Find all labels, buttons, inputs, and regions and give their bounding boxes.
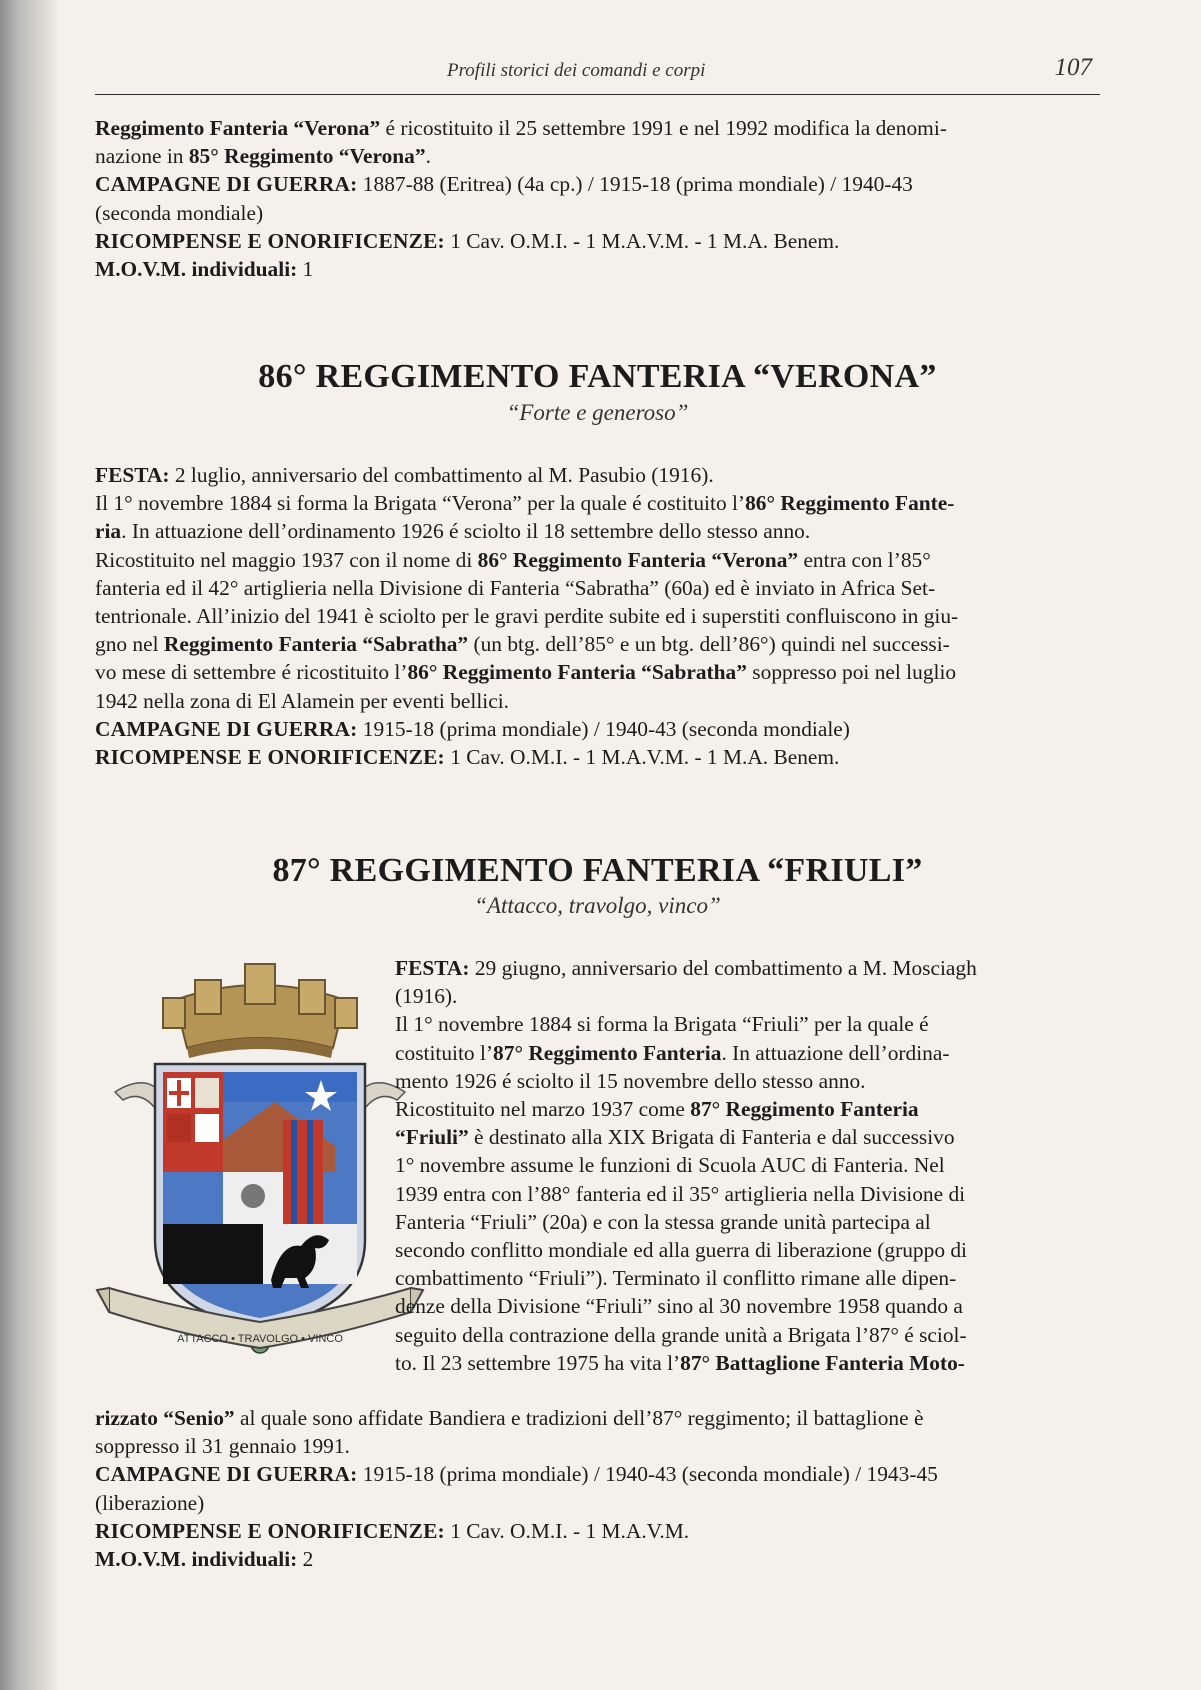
bold-run: rizzato “Senio” (95, 1406, 235, 1430)
text-run: 2 luglio, anniversario del combattimento al M. Pasubio (1916). (169, 463, 714, 487)
body-line (95, 546, 1095, 574)
label-campagne: CAMPAGNE DI GUERRA: (95, 172, 358, 197)
label-ricompense: RICOMPENSE E ONORIFICENZE: (95, 1518, 445, 1543)
text-run: 2 (297, 1547, 314, 1572)
bold-run: Reggimento Fanteria “Verona” (95, 116, 381, 140)
bold-run: 87° Battaglione Fanteria Moto- (680, 1350, 965, 1375)
label-ricompense: RICOMPENSE E ONORIFICENZE: (95, 228, 445, 253)
intro-line (95, 142, 1095, 170)
text-run: 1915-18 (prima mondiale) / 1940-43 (seconda mondiale) (357, 716, 850, 741)
text-run: 1887-88 (Eritrea) (4a cp.) / 1915-18 (prima mondiale) / 1940-43 (357, 172, 913, 197)
text-run: Ricostituito nel maggio 1937 con il nome di (95, 547, 478, 572)
body-line (395, 1095, 1099, 1123)
intro-campagne (95, 170, 1095, 198)
text-run: 1 Cav. O.M.I. - 1 M.A.V.M. - 1 M.A. Benem. (444, 228, 840, 253)
running-head-title: Profili storici dei comandi e corpi (447, 60, 706, 81)
body-line (95, 630, 1095, 658)
bold-run: 85° Reggimento “Verona” (188, 144, 426, 169)
section-87-title: 87° REGGIMENTO FANTERIA “FRIULI” (272, 852, 923, 889)
body-line (395, 1039, 1099, 1067)
body-line: (1916). (395, 984, 458, 1009)
section-86-motto: “Forte e generoso” (506, 400, 689, 425)
text-run: 1 (297, 257, 314, 282)
ricompense-line (95, 743, 1095, 771)
body-line: secondo conflitto mondiale ed alla guerra di liberazione (gruppo di (395, 1238, 968, 1263)
body-line (395, 1349, 1099, 1377)
label-ricompense: RICOMPENSE E ONORIFICENZE: (95, 745, 445, 770)
body-line: seguito della contrazione della grande unità a Brigata l’87° é sciol- (395, 1322, 967, 1347)
page-number: 107 (1054, 54, 1092, 81)
label-campagne: CAMPAGNE DI GUERRA: (95, 716, 358, 741)
crest-motto: ATTACCO • TRAVOLGO • VINCO (177, 1333, 343, 1345)
intro-line (95, 114, 1095, 142)
text-run: 29 giugno, anniversario del combattimento a M. Mosciagh (469, 956, 977, 980)
body-line: combattimento “Friuli”). Terminato il conflitto rimane alle dipen- (395, 1266, 957, 1291)
intro-block (95, 114, 1095, 283)
shield-icon (155, 1064, 365, 1328)
text-run: é ricostituito il 25 settembre 1991 e nel 1992 modifica la denomi- (380, 116, 947, 140)
text-run: vo mese di settembre é ricostituito l’ (95, 660, 408, 685)
text-run: . In attuazione dell’ordinamento 1926 é sciolto il 18 settembre dello stesso anno. (121, 519, 811, 544)
body-line (95, 1404, 1095, 1432)
text-run: gno nel (95, 632, 164, 657)
festa-line (95, 461, 1095, 489)
label-campagne: CAMPAGNE DI GUERRA: (95, 1462, 358, 1487)
body-line: fanteria ed il 42° artiglieria nella Divisione di Fanteria “Sabratha” (60a) ed è inviato in Africa Set- (95, 575, 936, 600)
intro-movm (95, 255, 1095, 283)
coat-of-arms-image (95, 950, 425, 1370)
festa-line (395, 954, 1099, 982)
body-line: 1942 nella zona di El Alamein per eventi bellici. (95, 688, 510, 713)
body-line: mento 1926 é sciolto il 15 novembre dello stesso anno. (395, 1068, 866, 1093)
bold-run: 86° Reggimento Fanteria “Verona” (477, 547, 799, 572)
text-run: Ricostituito nel marzo 1937 come (395, 1097, 691, 1122)
text-run: 1 Cav. O.M.I. - 1 M.A.V.M. (444, 1518, 690, 1543)
book-spine-shadow (0, 0, 60, 1690)
text-run: soppresso poi nel luglio (746, 660, 957, 685)
text-run: al quale sono affidate Bandiera e tradizioni dell’87° reggimento; il battaglione è (234, 1406, 924, 1430)
text-run: to. Il 23 settembre 1975 ha vita l’ (395, 1350, 681, 1375)
running-head (95, 54, 1100, 95)
label-movm: M.O.V.M. individuali: (95, 1547, 298, 1572)
body-line: Fanteria “Friuli” (20a) e con la stessa grande unità partecipa al (395, 1209, 931, 1234)
body-line: 1° novembre assume le funzioni di Scuola AUC di Fanteria. Nel (395, 1153, 945, 1178)
body-line: 1939 entra con l’88° fanteria ed il 35° artiglieria nella Divisione di (395, 1181, 966, 1206)
text-run: costituito l’ (395, 1040, 494, 1065)
bold-run: 86° Reggimento Fante- (745, 491, 955, 516)
section-87-motto: “Attacco, travolgo, vinco” (474, 893, 721, 918)
text-run: . In attuazione dell’ordina- (721, 1040, 950, 1065)
bold-run: 86° Reggimento Fanteria “Sabratha” (407, 660, 747, 685)
bold-run: “Friuli” (395, 1125, 469, 1150)
section-87-full-text (95, 1404, 1095, 1573)
section-86-body (95, 461, 1095, 771)
section-87-side-text (395, 954, 1099, 1377)
text-run: nazione in (95, 144, 189, 169)
body-line (95, 658, 1095, 686)
text-run: 1 Cav. O.M.I. - 1 M.A.V.M. - 1 M.A. Benem. (444, 745, 840, 770)
movm-line (95, 1545, 1095, 1573)
bold-run: ria (95, 519, 122, 544)
text-run: 1915-18 (prima mondiale) / 1940-43 (seconda mondiale) / 1943-45 (357, 1462, 938, 1487)
text-run: è destinato alla XIX Brigata di Fanteria e dal successivo (468, 1125, 955, 1150)
text-run: . (425, 144, 431, 169)
bold-run: 87° Reggimento Fanteria (690, 1097, 919, 1122)
body-line: soppresso il 31 gennaio 1991. (95, 1434, 350, 1459)
intro-campagne-cont: (seconda mondiale) (95, 200, 264, 225)
campagne-line (95, 715, 1095, 743)
text-run: Il 1° novembre 1884 si forma la Brigata “Verona” per la quale é costituito l’ (95, 491, 746, 516)
page (95, 0, 1105, 1690)
body-line: denze della Divisione “Friuli” sino al 30 novembre 1958 quando a (395, 1294, 963, 1319)
body-line (95, 489, 1095, 517)
intro-ricompense (95, 227, 1095, 255)
body-line: tentrionale. All’inizio del 1941 è sciolto per le gravi perdite subite ed i superstiti confluiscono in giu- (95, 604, 959, 629)
bold-run: 87° Reggimento Fanteria (493, 1040, 722, 1065)
label-movm: M.O.V.M. individuali: (95, 257, 298, 282)
label-festa: FESTA: (95, 463, 170, 487)
body-line (395, 1123, 1099, 1151)
ricompense-line (95, 1517, 1095, 1545)
body-line (95, 517, 1095, 545)
campagne-line (95, 1460, 1095, 1488)
label-festa: FESTA: (395, 956, 470, 980)
bold-run: Reggimento Fanteria “Sabratha” (163, 632, 469, 657)
mural-crown-icon (163, 964, 357, 1058)
body-line: Il 1° novembre 1884 si forma la Brigata “Friuli” per la quale é (395, 1012, 929, 1037)
text-run: (un btg. dell’85° e un btg. dell’86°) quindi nel successi- (468, 632, 950, 657)
text-run: entra con l’85° (798, 547, 931, 572)
section-86-title: 86° REGGIMENTO FANTERIA “VERONA” (258, 358, 937, 395)
campagne-cont: (liberazione) (95, 1490, 205, 1515)
